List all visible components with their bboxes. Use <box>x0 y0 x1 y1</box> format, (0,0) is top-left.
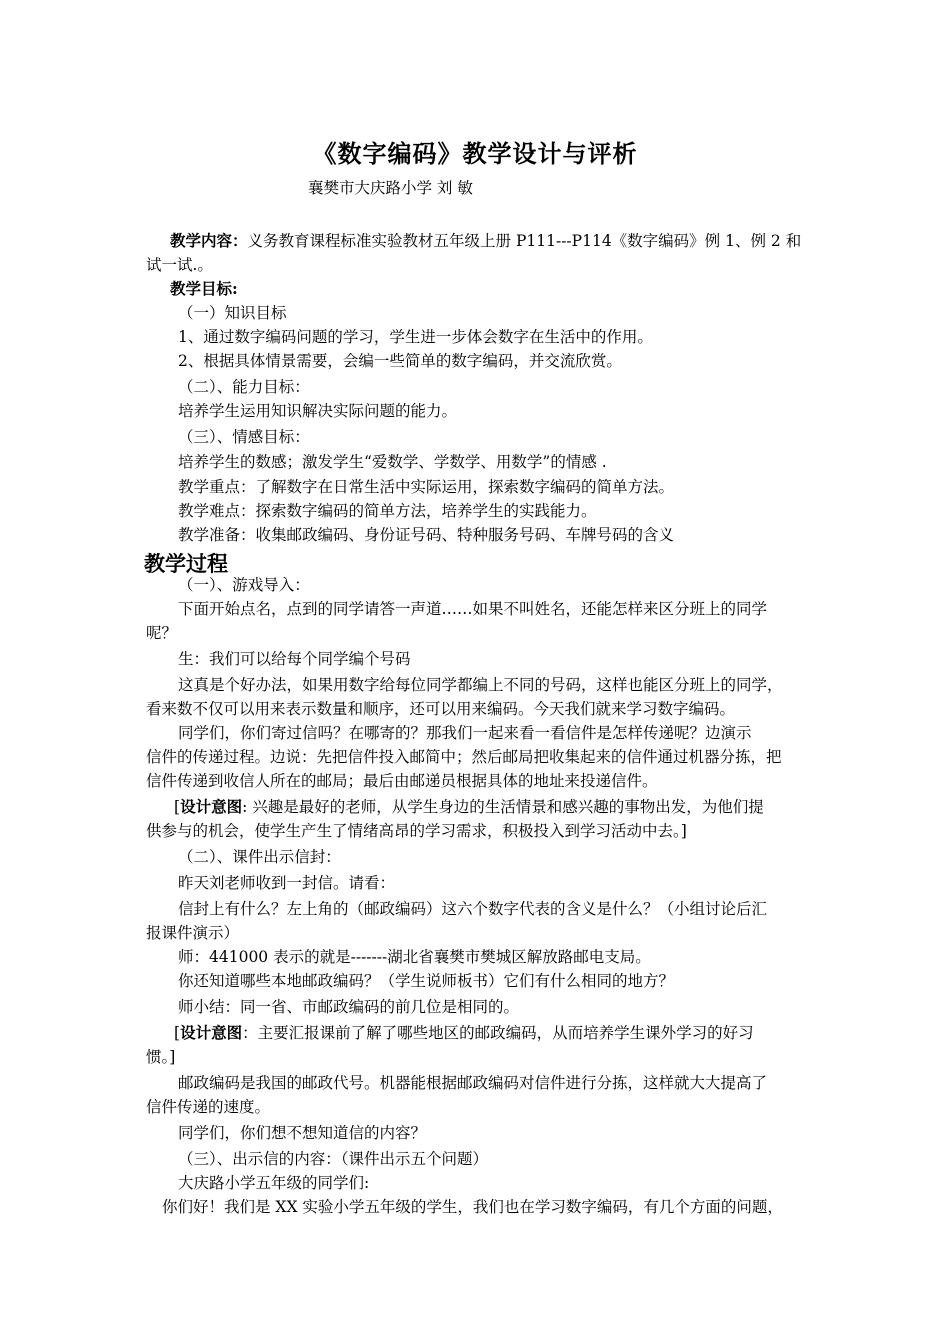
difficult-point: 教学难点：探索数字编码的简单方法，培养学生的实践能力。 <box>178 502 597 520</box>
emotion-goal-text: 培养学生的数感；激发学生“爱数学、学数学、用数学”的情感 . <box>178 453 607 471</box>
paragraph-line: 呢？ <box>146 624 178 642</box>
paragraph-line: 同学们，你们寄过信吗？在哪寄的？那我们一起来看一看信件是怎样传递呢？边演示 <box>178 724 752 742</box>
goals-label: 教学目标: <box>170 279 238 298</box>
section-1-heading: （一）、游戏导入： <box>178 576 310 594</box>
paragraph-line: 惯。] <box>146 1048 176 1066</box>
section-2-heading: （二）、课件出示信封： <box>178 848 341 866</box>
paragraph-line: 昨天刘老师收到一封信。请看： <box>178 874 396 892</box>
ability-goal-text: 培养学生运用知识解决实际问题的能力。 <box>178 402 458 420</box>
paragraph-line: 信件传递到收信人所在的邮局；最后由邮递员根据具体的地址来投递信件。 <box>146 772 658 790</box>
design-intent-label: 设计意图 <box>180 797 243 816</box>
section-3-heading: （三）、出示信的内容：（课件出示五个问题） <box>178 1150 489 1168</box>
goal-item-1: 1、通过数字编码问题的学习，学生进一步体会数字在生活中的作用。 <box>178 328 653 346</box>
paragraph-line: 生：我们可以给每个同学编个号码 <box>178 650 411 668</box>
design-intent-1: [设计意图: 兴趣是最好的老师，从学生身边的生活情景和感兴趣的事物出发，为他们提 <box>174 797 764 816</box>
knowledge-goal-heading: （一）知识目标 <box>178 304 287 322</box>
goal-item-2: 2、根据具体情景需要，会编一些简单的数字编码，并交流欣赏。 <box>178 352 622 370</box>
paragraph-line: 邮政编码是我国的邮政代号。机器能根据邮政编码对信件进行分拣，这样就大大提高了 <box>178 1074 768 1092</box>
paragraph-line: 师小结：同一省、市邮政编码的前几位是相同的。 <box>178 998 520 1016</box>
content-label: 教学内容： <box>170 231 248 250</box>
paragraph-line: 看来数不仅可以用来表示数量和顺序，还可以用来编码。今天我们就来学习数字编码。 <box>146 700 736 718</box>
paragraph-line: 下面开始点名，点到的同学请答一声道……如果不叫姓名，还能怎样来区分班上的同学 <box>178 600 768 618</box>
content-line-2: 试一试.。 <box>146 256 213 274</box>
content-line-1 <box>170 230 801 252</box>
author-line: 襄樊市大庆路小学 刘 敏 <box>308 179 473 197</box>
paragraph-line: 报课件演示） <box>146 924 240 942</box>
design-intent-label: 设计意图 <box>180 1023 243 1042</box>
letter-body-line: 你们好！我们是 XX 实验小学五年级的学生，我们也在学习数字编码，有几个方面的问题， <box>162 1198 783 1216</box>
emotion-goal-heading: （三）、情感目标： <box>178 428 310 446</box>
paragraph-line: 你还知道哪些本地邮政编码？（学生说师板书）它们有什么相同的地方？ <box>178 972 675 990</box>
paragraph-line: 信件的传递过程。边说：先把信件投入邮简中；然后邮局把收集起来的信件通过机器分拣，把 <box>146 748 782 766</box>
design-intent-2: [设计意图：主要汇报课前了解了哪些地区的邮政编码，从而培养学生课外学习的好习 <box>174 1023 754 1042</box>
process-heading: 教学过程 <box>144 551 228 576</box>
paragraph-line: 信封上有什么？左上角的（邮政编码）这六个数字代表的含义是什么？（小组讨论后汇 <box>178 900 768 918</box>
paragraph-line: 供参与的机会，使学生产生了情绪高昂的学习需求，积极投入到学习活动中去。] <box>146 822 687 840</box>
preparation: 教学准备：收集邮政编码、身份证号码、特种服务号码、车牌号码的含义 <box>178 526 675 544</box>
paragraph-line: 同学们，你们想不想知道信的内容？ <box>178 1124 427 1142</box>
ability-goal-heading: （二）、能力目标： <box>178 378 310 396</box>
paragraph-line: 这真是个好办法，如果用数字给每位同学都编上不同的号码，这样也能区分班上的同学， <box>178 676 783 694</box>
paragraph-line: 信件传递的速度。 <box>146 1098 271 1116</box>
paragraph-line: 师：441000 表示的就是-------湖北省襄樊市樊城区解放路邮电支局。 <box>178 948 651 966</box>
document-title: 《数字编码》教学设计与评析 <box>312 139 638 168</box>
key-point: 教学重点：了解数字在日常生活中实际运用，探索数字编码的简单方法。 <box>178 478 675 496</box>
letter-salutation: 大庆路小学五年级的同学们: <box>178 1174 370 1192</box>
content-text: 义务教育课程标准实验教材五年级上册 P111---P114《数字编码》例 1、例 2 和 <box>247 232 802 250</box>
